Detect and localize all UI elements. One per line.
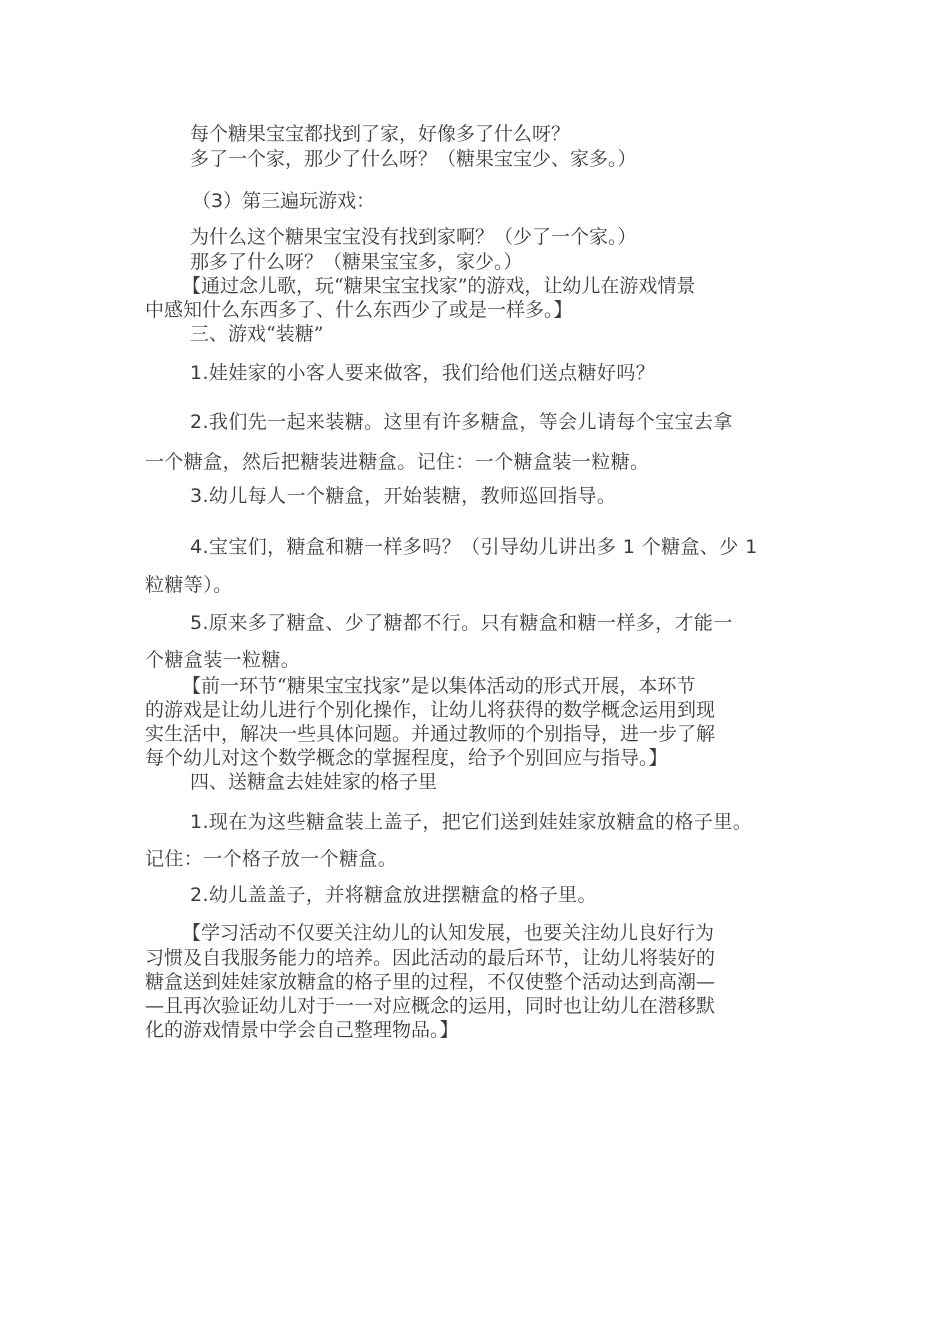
text-line: 2.我们先一起来装糖。这里有许多糖盒，等会儿请每个宝宝去拿 (190, 411, 733, 433)
text-line: 实生活中，解决一些具体问题。并通过教师的个别指导，进一步了解 (145, 723, 716, 745)
text-line: 化的游戏情景中学会自己整理物品。】 (145, 1019, 459, 1041)
section-heading: 四、送糖盒去娃娃家的格子里 (190, 771, 438, 793)
text-line: 5.原来多了糖盒、少了糖都不行。只有糖盒和糖一样多，才能一 (190, 612, 733, 634)
text-line: 1.娃娃家的小客人要来做客，我们给他们送点糖好吗？ (190, 362, 656, 384)
text-line: 【学习活动不仅要关注幼儿的认知发展，也要关注幼儿良好行为 (182, 922, 715, 944)
text-line: 【通过念儿歌，玩“糖果宝宝找家”的游戏，让幼儿在游戏情景 (182, 275, 696, 297)
text-line: 为什么这个糖果宝宝没有找到家啊？（少了一个家。） (190, 226, 637, 248)
text-line: 3.幼儿每人一个糖盒，开始装糖，教师巡回指导。 (190, 485, 617, 507)
text-line: 4.宝宝们，糖盒和糖一样多吗？（引导幼儿讲出多 1 个糖盒、少 1 (190, 536, 758, 558)
text-line: 那多了什么呀？（糖果宝宝多，家少。） (190, 251, 523, 273)
text-line: 1.现在为这些糖盒装上盖子，把它们送到娃娃家放糖盒的格子里。 (190, 811, 753, 833)
section-heading: 三、游戏“装糖” (190, 323, 324, 345)
text-line: 一个糖盒，然后把糖装进糖盒。记住：一个糖盒装一粒糖。 (145, 451, 650, 473)
text-line: （3）第三遍玩游戏： (192, 190, 376, 212)
text-line: 【前一环节“糖果宝宝找家”是以集体活动的形式开展，本环节 (182, 675, 696, 697)
text-line: 粒糖等）。 (145, 574, 233, 596)
text-line: 多了一个家，那少了什么呀？（糖果宝宝少、家多。） (190, 148, 637, 170)
text-line: 习惯及自我服务能力的培养。因此活动的最后环节，让幼儿将装好的 (145, 947, 716, 969)
text-line: —且再次验证幼儿对于一一对应概念的运用，同时也让幼儿在潜移默 (145, 995, 716, 1017)
text-line: 个糖盒装一粒糖。 (145, 649, 301, 671)
text-line: 中感知什么东西多了、什么东西少了或是一样多。】 (145, 299, 573, 321)
text-line: 糖盒送到娃娃家放糖盒的格子里的过程，不仅使整个活动达到高潮— (145, 971, 716, 993)
text-line: 每个糖果宝宝都找到了家，好像多了什么呀？ (190, 123, 571, 145)
text-line: 2.幼儿盖盖子，并将糖盒放进摆糖盒的格子里。 (190, 884, 597, 906)
text-line: 的游戏是让幼儿进行个别化操作，让幼儿将获得的数学概念运用到现 (145, 699, 716, 721)
text-line: 每个幼儿对这个数学概念的掌握程度，给予个别回应与指导。】 (145, 747, 668, 769)
text-line: 记住：一个格子放一个糖盒。 (145, 848, 398, 870)
